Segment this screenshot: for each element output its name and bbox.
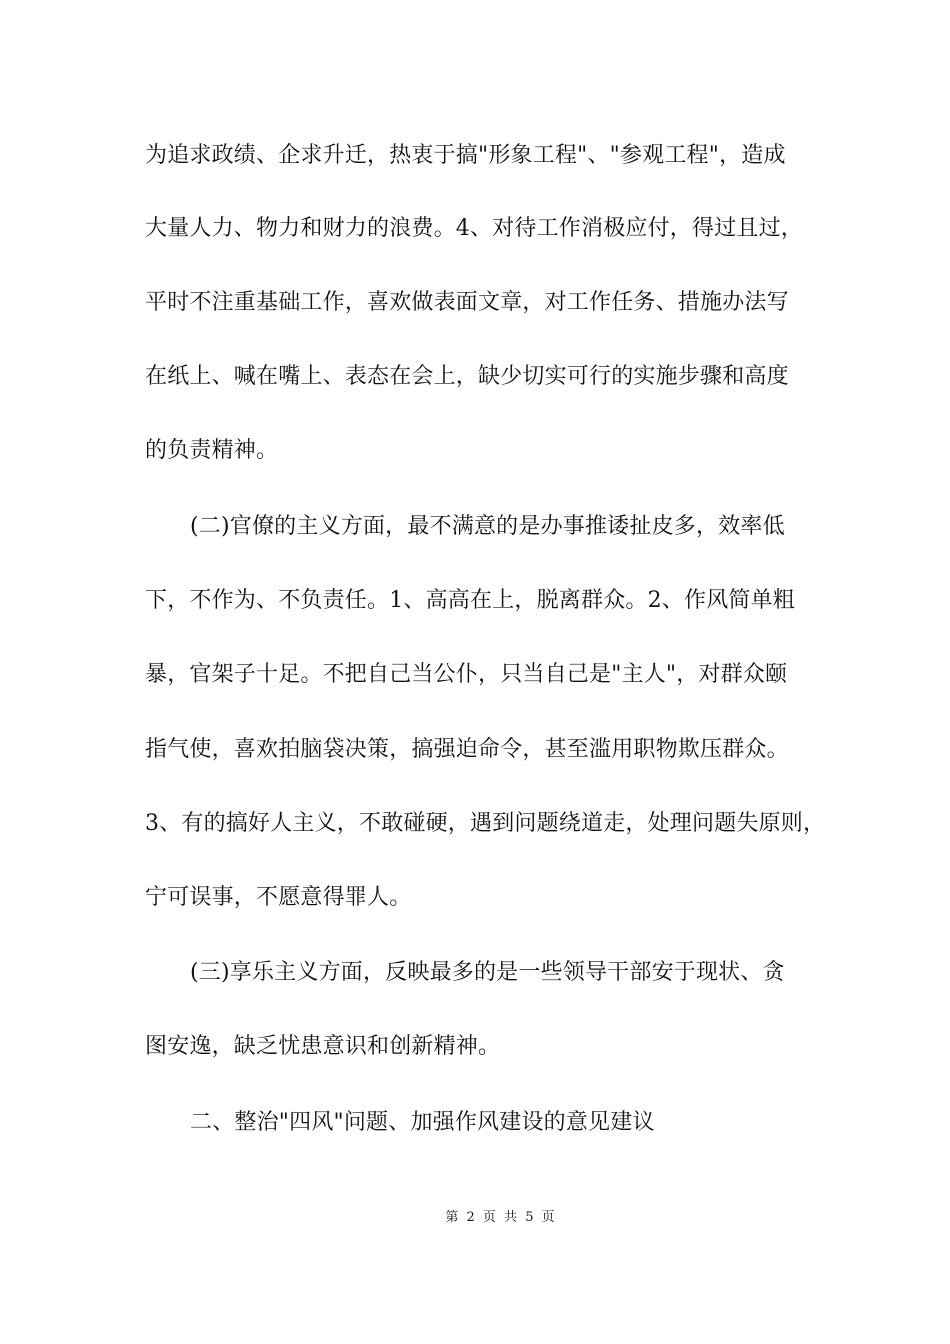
paragraph-2-start: (二)官僚的主义方面，最不满意的是办事推诿扯皮多，效率低 (190, 514, 785, 539)
text-line-1: 为追求政绩、企求升迁，热衷于搞"形象工程"、"参观工程"，造成 (145, 143, 786, 168)
page-number-footer: 第 2 页 共 5 页 (445, 1210, 555, 1225)
section-heading: 二、整治"四风"问题、加强作风建设的意见建议 (190, 1110, 655, 1135)
text-line-4: 在纸上、喊在嘴上、表态在会上，缺少切实可行的实施步骤和高度 (145, 364, 789, 389)
text-line-8: 暴，官架子十足。不把自己当公仆，只当自己是"主人"，对群众颐 (145, 662, 788, 687)
text-line-3: 平时不注重基础工作，喜欢做表面文章，对工作任务、措施办法写 (145, 290, 789, 315)
text-line-11: 宁可误事，不愿意得罪人。 (145, 885, 412, 910)
paragraph-3-start: (三)享乐主义方面，反映最多的是一些领导干部安于现状、贪 (190, 960, 785, 985)
text-line-9: 指气使，喜欢拍脑袋决策，搞强迫命令，甚至滥用职物欺压群众。 (145, 737, 789, 762)
text-line-10: 3、有的搞好人主义，不敢碰硬，遇到问题绕道走，处理问题失原则， (145, 811, 826, 836)
text-line-7: 下，不作为、不负责任。1、高高在上，脱离群众。2、作风简单粗 (145, 588, 795, 613)
text-line-2: 大量人力、物力和财力的浪费。4、对待工作消极应付，得过且过， (145, 216, 803, 241)
text-line-5: 的负责精神。 (145, 438, 279, 463)
text-line-13: 图安逸，缺乏忧患意识和创新精神。 (145, 1034, 501, 1059)
